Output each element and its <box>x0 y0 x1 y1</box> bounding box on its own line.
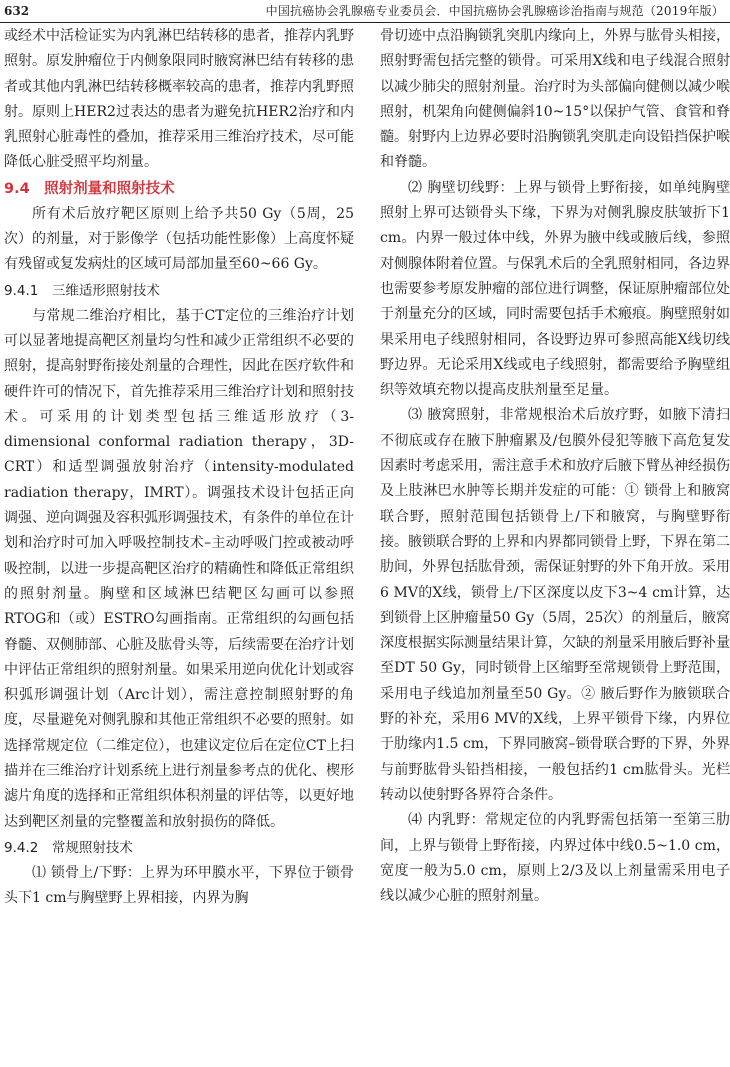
section-heading-9-4: 9.4 照射剂量和照射技术 <box>4 180 175 197</box>
paragraph-supraclavicular: ⑴ 锁骨上/下野：上界为环甲膜水平，下界位于锁骨头下1 cm与胸壁野上界相接，内界为胸 <box>4 864 354 907</box>
subsection-heading-9-4-2: 9.4.2 常规照射技术 <box>4 839 133 856</box>
left-column <box>4 24 354 912</box>
paragraph-dose: 所有术后放疗靶区原则上给予共50 Gy（5周，25次）的剂量，对于影像学（包括功能性影像）上高度怀疑有残留或复发病灶的区域可局部加量至60~66 Gy。 <box>4 205 354 273</box>
paragraph-3d-conformal: 与常规二维治疗相比，基于CT定位的三维治疗计划可以显著地提高靶区剂量均匀性和减少正常组织不必要的照射，提高射野衔接处剂量的合理性，因此在医疗软件和硬件许可的情况下，首先推荐采用三维治疗计划和照射技术。可采用的计划类型包括三维适形放疗（3-dimensional conformal radiation therapy，3D-CRT）和适型调强放射治疗（intensity-modulated radiation therapy，IMRT）。调强技术设计包括正向调强、逆向调强及容积弧形调强技术，有条件的单位在计划和治疗时可加入呼吸控制技术–主动呼吸门控或被动呼吸控制，以进一步提高靶区治疗的精确性和降低正常组织的照射剂量。胸壁和区域淋巴结靶区勾画可以参照RTOG和（或）ESTRO勾画指南。正常组织的勾画包括脊髓、双侧肺部、心脏及肱骨头等，后续需要在治疗计划中评估正常组织的照射剂量。如果采用逆向优化计划或容积弧形调强计划（Arc计划），需注意控制照射野的角度，尽量避免对侧乳腺和其他正常组织不必要的照射。如选择常规定位（二维定位），也建议定位后在定位CT上扫描并在三维治疗计划系统上进行剂量参考点的优化、楔形滤片角度的选择和正常组织体积剂量的评估等，以更好地达到靶区剂量的完整覆盖和放射损伤的降低。 <box>4 307 354 830</box>
running-title: 中国抗癌协会乳腺癌专业委员会．中国抗癌协会乳腺癌诊治指南与规范（2019年版） <box>265 4 724 18</box>
paragraph-chest-wall: ⑵ 胸壁切线野：上界与锁骨上野衔接，如单纯胸壁照射上界可达锁骨头下缘，下界为对侧乳腺皮肤皱折下1 cm。内界一般过体中线，外界为腋中线或腋后线，参照对侧腺体附着位置。与保乳术后的全乳照射相同，各边界也需要参考原发肿瘤的部位进行调整，保证原肿瘤部位处于剂量充分的区域，同时需要包括手术瘢痕。胸壁照射如果采用电子线照射相同，各设野边界可参照高能X线切线野边界。无论采用X线或电子线照射，都需要给予胸壁组织等效填充物以提高皮肤剂量至足量。 <box>380 179 730 399</box>
running-header <box>0 0 730 23</box>
subsection-heading-9-4-1: 9.4.1 三维适形照射技术 <box>4 282 160 299</box>
paragraph-axilla: ⑶ 腋窝照射，非常规根治术后放疗野，如腋下清扫不彻底或存在腋下肿瘤累及/包膜外侵犯等腋下高危复发因素时考虑采用，需注意手术和放疗后腋下臂丛神经损伤及上肢淋巴水肿等长期并发症的可能：① 锁骨上和腋窝联合野，照射范围包括锁骨上/下和腋窝，与胸壁野衔接。腋锁联合野的上界和内界都同锁骨上野，下界在第二肋间，外界包括肱骨颈，需保证射野的外下角开放。采用6 MV的X线，锁骨上/下区深度以皮下3~4 cm计算，达到锁骨上区肿瘤量50 Gy（5周，25次）的剂量后，腋窝深度根据实际测量结果计算，欠缺的剂量采用腋后野补量至DT 50 Gy，同时锁骨上区缩野至常规锁骨上野范围，采用电子线追加剂量至50 Gy。② 腋后野作为腋锁联合野的补充，采用6 MV的X线，上界平锁骨下缘，内界位于肋缘内1.5 cm，下界同腋窝–锁骨联合野的下界，外界与前野肱骨头铅挡相接，一般包括约1 cm肱骨头。光栏转动以使射野各界符合条件。 <box>380 407 730 803</box>
page-number: 632 <box>4 4 30 18</box>
paragraph-continued: 或经术中活检证实为内乳淋巴结转移的患者，推荐内乳野照射。原发肿瘤位于内侧象限同时腋窝淋巴结有转移的患者或其他内乳淋巴结转移概率较高的患者，推荐内乳野照射。原则上HER2过表达的患者为避免抗HER2治疗和内乳照射心脏毒性的叠加，推荐采用三维治疗技术，尽可能降低心脏受照平均剂量。 <box>4 28 354 171</box>
paragraph-internal-mammary: ⑷ 内乳野：常规定位的内乳野需包括第一至第三肋间，上界与锁骨上野衔接，内界过体中线0.5~1.0 cm，宽度一般为5.0 cm，原则上2/3及以上剂量需采用电子线以减少心脏的照射剂量。 <box>380 812 730 905</box>
paragraph-supraclavicular-continued: 骨切迹中点沿胸锁乳突肌内缘向上，外界与肱骨头相接，照射野需包括完整的锁骨。可采用X线和电子线混合照射以减少肺尖的照射剂量。治疗时为头部偏向健侧以减少喉照射，机架角向健侧偏斜10~15°以保护气管、食管和脊髓。射野内上边界必要时沿胸锁乳突肌走向设铅挡保护喉和脊髓。 <box>380 28 730 171</box>
right-column <box>380 24 730 909</box>
